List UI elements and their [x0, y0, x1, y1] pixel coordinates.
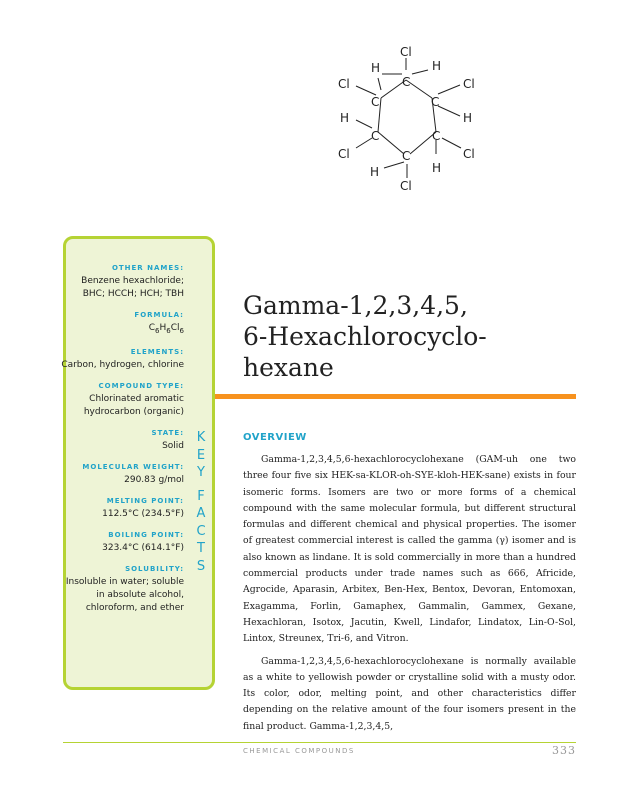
page-number: 333 — [552, 744, 576, 757]
structural-formula — [320, 40, 500, 200]
formula-label: FORMULA: — [134, 311, 184, 319]
overview-heading: OVERVIEW — [243, 432, 307, 443]
key-facts-box — [63, 236, 215, 690]
compound-type-label: COMPOUND TYPE: — [98, 381, 184, 390]
formula-value: $C_6H_6Cl_6$ — [148, 323, 184, 335]
atom-h: H — [340, 111, 350, 125]
hexachlorocyclohexane-structure — [320, 40, 500, 200]
key-facts-list — [60, 264, 184, 615]
solubility-label: SOLUBILITY: — [125, 564, 184, 573]
melting-point-value: 112.5°C (234.5°F) — [102, 508, 184, 519]
atom-c: C — [371, 95, 380, 109]
atom-h: H — [432, 59, 442, 73]
atom-c: C — [402, 75, 411, 89]
elements-value: Carbon, hydrogen, chlorine — [61, 359, 184, 370]
atom-c: C — [371, 129, 380, 143]
state-value: Solid — [162, 440, 184, 451]
atom-c: C — [431, 95, 440, 109]
footer-section-name: CHEMICAL COMPOUNDS — [243, 747, 355, 755]
page-title: Gamma-1,2,3,4,5, 6-Hexachlorocyclo- hexane — [243, 291, 487, 382]
key-facts-vertical-label: K E Y F A C T S — [196, 430, 206, 574]
overview-paragraph-2: Gamma-1,2,3,4,5,6-hexachlorocyclohexane is normally available as a white to yellowish powder or crystalline solid with a musty odor. Its color, odor, melting point, and other characteristics differ depending on the relative amount of the four isomers present in the final product. Gamma-1,2,3,4,5, — [243, 655, 576, 732]
melting-point-label: MELTING POINT: — [106, 496, 184, 505]
atom-cl-bottom: Cl — [400, 179, 412, 193]
atom-h: H — [371, 61, 381, 75]
elements-label: ELEMENTS: — [130, 347, 184, 356]
solubility-value: Insoluble in water; soluble in absolute alcohol, chloroform, and ether — [65, 576, 184, 613]
overview-body — [243, 452, 576, 735]
state-label: STATE: — [151, 428, 184, 437]
atom-h: H — [370, 165, 380, 179]
overview-paragraph-1: Gamma-1,2,3,4,5,6-hexachlorocyclohexane (GAM-uh one two three four five six HEK-sa-KLOR-oh-SYE-kloh-HEK-sane) exists in four isomeric forms. Isomers are two or more forms of a chemical compound with the same molecular formula, but different structural formulas and different chemical and physical properties. The isomer of greatest commercial interest is called the gamma (γ) isomer and is also known as lindane. It is sold commercially in more than a hundred commercial products under trade names such as 666, Africide, Agrocide, Aparasin, Arbitex, Ben-Hex, Bentox, Devoran, Entomoxan, Exagamma, Forlin, Gamaphex, Gammalin, Gammex, Gexane, Hexachloran, Isotox, Jacutin, Kwell, Lindafor, Lindatox, Lin-O-Sol, Lintox, Streunex, Tri-6, and Vitron. — [243, 454, 576, 645]
molecular-weight-value: 290.83 g/mol — [124, 474, 184, 485]
boiling-point-label: BOILING POINT: — [108, 530, 184, 539]
atom-cl: Cl — [463, 147, 475, 161]
other-names-value: Benzene hexachloride; BHC; HCCH; HCH; TBH — [81, 276, 184, 299]
footer-divider — [63, 742, 576, 743]
title-underline — [215, 394, 576, 399]
atom-h: H — [432, 161, 442, 175]
boiling-point-value: 323.4°C (614.1°F) — [102, 542, 184, 553]
atom-h: H — [463, 111, 473, 125]
atom-c: C — [432, 129, 441, 143]
atom-cl: Cl — [338, 147, 350, 161]
compound-type-value: Chlorinated aromatic hydrocarbon (organic) — [83, 393, 184, 417]
atom-cl: Cl — [463, 77, 475, 91]
molecular-weight-label: MOLECULAR WEIGHT: — [82, 462, 184, 471]
other-names-label: OTHER NAMES: — [111, 264, 184, 272]
atom-c: C — [402, 149, 411, 163]
atom-cl-top: Cl — [400, 45, 412, 59]
atom-cl: Cl — [338, 77, 350, 91]
